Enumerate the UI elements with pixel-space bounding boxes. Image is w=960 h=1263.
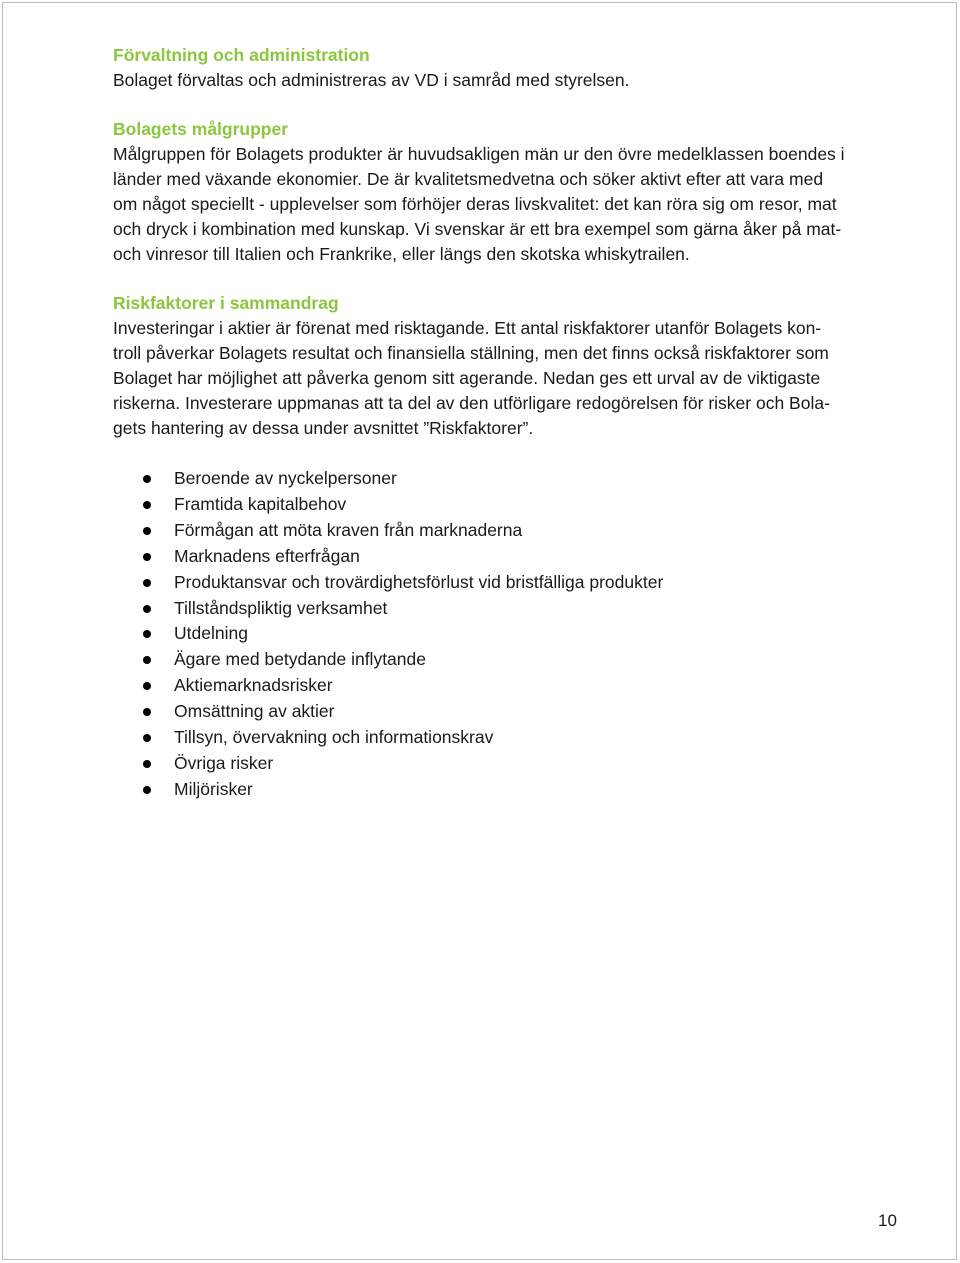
- list-item-text: Aktiemarknadsrisker: [174, 675, 333, 696]
- paragraph-line: Investeringar i aktier är förenat med risktagande. Ett antal riskfaktorer utanför Bolagets kon-: [113, 318, 822, 338]
- paragraph-line: och dryck i kombination med kunskap. Vi svenskar är ett bra exempel som gärna åker på mat-: [113, 219, 842, 239]
- section-target-groups: [113, 117, 908, 267]
- bullet-icon: [143, 682, 151, 690]
- section-administration: [113, 43, 908, 93]
- bullet-icon: [143, 786, 151, 794]
- risk-factor-list: [143, 466, 663, 803]
- paragraph-line: Bolaget har möjlighet att påverka genom sitt agerande. Nedan ges ett urval av de viktigaste: [113, 368, 821, 388]
- list-item: [143, 725, 663, 751]
- list-item-text: Framtida kapitalbehov: [174, 493, 347, 514]
- paragraph-line: troll påverkar Bolagets resultat och finansiella ställning, men det finns också riskfaktorer som: [113, 343, 829, 363]
- paragraph-line: gets hantering av dessa under avsnittet ”Riskfaktorer”.: [113, 418, 534, 438]
- bullet-icon: [143, 579, 151, 587]
- section-heading: Riskfaktorer i sammandrag: [113, 293, 339, 313]
- paragraph-line: riskerna. Investerare uppmanas att ta del av den utförligare redogörelsen för risker och Bola-: [113, 393, 830, 413]
- list-item: [143, 570, 663, 596]
- bullet-icon: [143, 553, 151, 561]
- list-item-text: Produktansvar och trovärdighetsförlust vid bristfälliga produkter: [174, 571, 664, 592]
- list-item: [143, 673, 663, 699]
- list-item-text: Övriga risker: [174, 752, 274, 773]
- list-item-text: Förmågan att möta kraven från marknaderna: [174, 519, 523, 540]
- paragraph-line: och vinresor till Italien och Frankrike, eller längs den skotska whiskytrailen.: [113, 244, 690, 264]
- list-item: [143, 492, 663, 518]
- page-number: 10: [878, 1211, 897, 1230]
- bullet-icon: [143, 708, 151, 716]
- list-item: [143, 596, 663, 622]
- section-risk-summary: [113, 291, 908, 441]
- list-item-text: Miljörisker: [174, 778, 253, 799]
- list-item: [143, 647, 663, 673]
- section-heading: Bolagets målgrupper: [113, 119, 289, 139]
- bullet-icon: [143, 527, 151, 535]
- list-item-text: Utdelning: [174, 623, 248, 644]
- list-item-text: Ägare med betydande inflytande: [174, 649, 426, 670]
- list-item-text: Beroende av nyckelpersoner: [174, 468, 397, 488]
- list-item-text: Omsättning av aktier: [174, 701, 335, 722]
- document-body: [113, 43, 908, 465]
- list-item: [143, 544, 663, 570]
- bullet-icon: [143, 734, 151, 742]
- list-item: [143, 699, 663, 725]
- bullet-icon: [143, 501, 151, 509]
- paragraph-line: Målgruppen för Bolagets produkter är huvudsakligen män ur den övre medelklassen boendes i: [113, 144, 845, 164]
- list-item: [143, 751, 663, 777]
- paragraph-line: om något speciellt - upplevelser som förhöjer deras livskvalitet: det kan röra sig om resor, mat: [113, 194, 837, 214]
- paragraph-line: Bolaget förvaltas och administreras av VD i samråd med styrelsen.: [113, 70, 630, 90]
- list-item: [143, 518, 663, 544]
- section-heading: Förvaltning och administration: [113, 45, 370, 65]
- bullet-icon: [143, 656, 151, 664]
- paragraph-line: länder med växande ekonomier. De är kvalitetsmedvetna och söker aktivt efter att vara med: [113, 169, 824, 189]
- bullet-icon: [143, 605, 151, 613]
- list-item-text: Tillsyn, övervakning och informationskrav: [174, 727, 494, 748]
- list-item: [143, 621, 663, 647]
- bullet-icon: [143, 760, 151, 768]
- bullet-icon: [143, 475, 151, 483]
- list-item: [143, 777, 663, 803]
- list-item: [143, 466, 663, 492]
- list-item-text: Tillståndspliktig verksamhet: [174, 597, 388, 618]
- bullet-icon: [143, 630, 151, 638]
- list-item-text: Marknadens efterfrågan: [174, 545, 360, 566]
